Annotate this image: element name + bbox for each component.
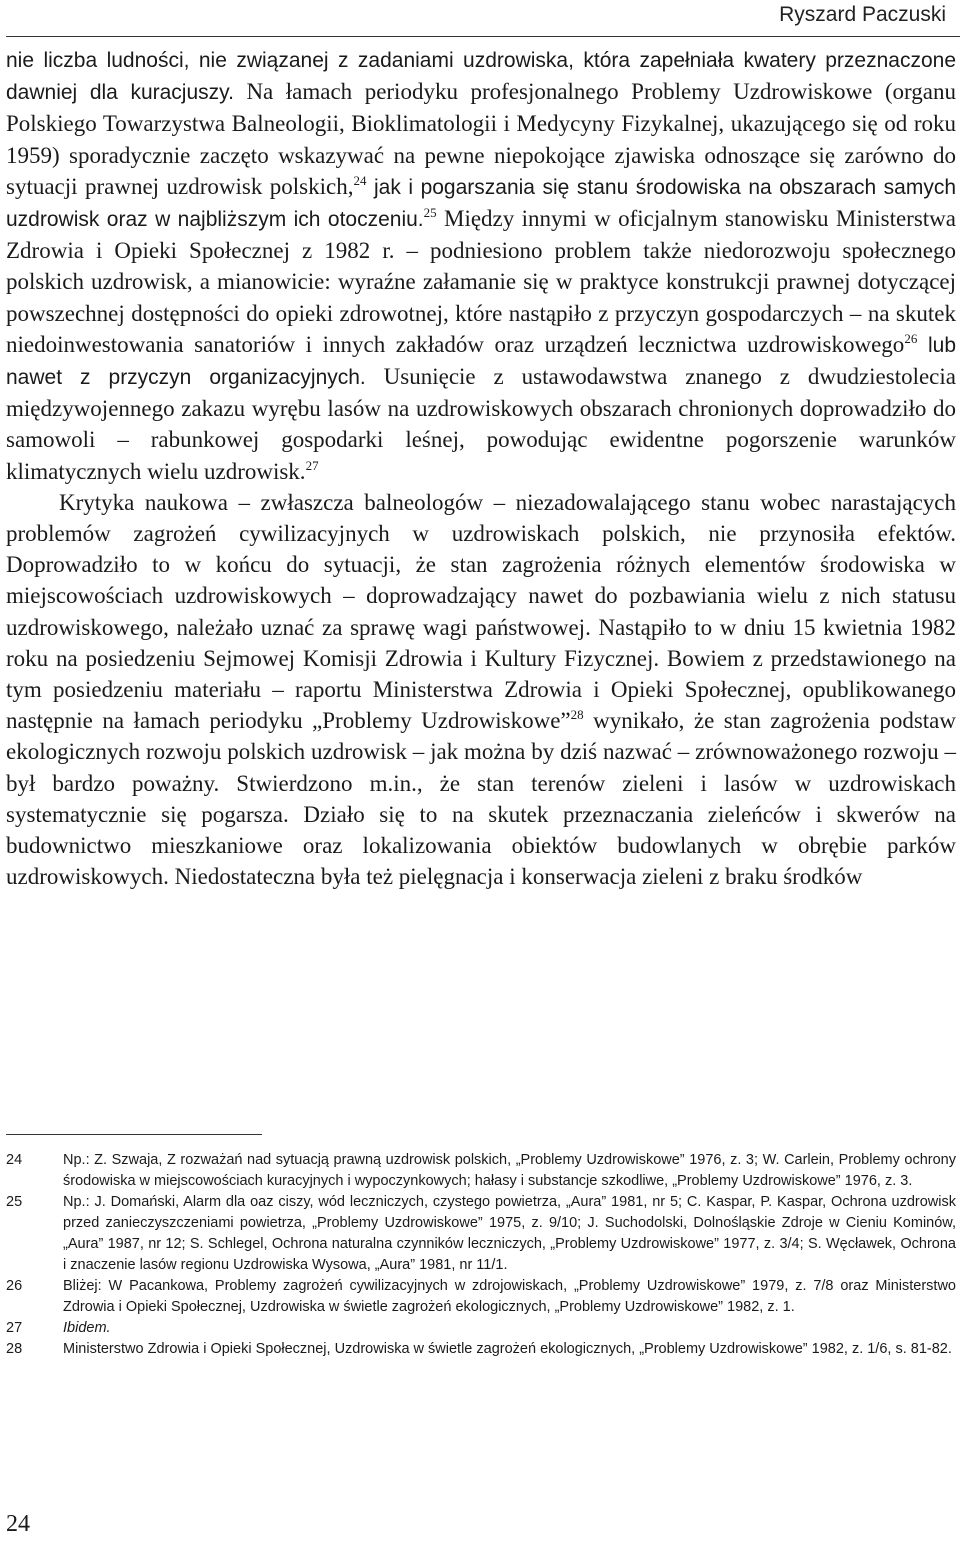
footnote-text: Ibidem. — [63, 1320, 111, 1336]
footnote-number: 24 — [6, 1152, 23, 1168]
paragraph-1 — [6, 44, 956, 487]
paragraph-1-sentence-3: jak i pogarszania się stanu środowiska na obszarach samych uzdrowisk oraz w najbliższym ich otoczeniu. — [6, 175, 957, 232]
page-number: 24 — [6, 1511, 30, 1537]
footnote-text: Np.: Z. Szwaja, Z rozważań nad sytuacją prawną uzdrowisk polskich, „Problemy Uzdrowiskowe” 1976, z. 3; W. Carlein, Problemy ochrony środowiska w miejscowościach kuracyjnych i wypoczynkowych; hałasy i substancje szkodliwe, „Problemy Uzdrowiskowe” 1976, z. 3. — [63, 1152, 956, 1189]
footnote-27 — [6, 1318, 956, 1339]
footnote-number: 28 — [6, 1341, 23, 1357]
header-rule — [6, 36, 960, 37]
footnote-separator — [6, 1134, 262, 1135]
footnote-ref-24[interactable]: 24 — [353, 172, 367, 188]
paragraph-1-sentence-2: Na łamach periodyku profesjonalnego Problemy Uzdrowiskowe (organu Polskiego Towarzystwa Balneologii, Bioklimatologii i Medycyny Fizykalnej, ukazującego się od roku 1959) sporadycznie zaczęto wskazywać na pewne niepokojące zjawiska odnoszące się zarówno do sytuacji prawnej uzdrowisk polskich, — [6, 79, 956, 199]
body-text — [6, 44, 956, 892]
paragraph-1-sentence-6: Usunięcie z ustawodawstwa znanego z dwudziestolecia międzywojennego zakazu wyrębu lasów na uzdrowiskowych obszarach chronionych doprowadziło do samowoli – rabunkowej gospodarki leśnej, powodując ewidentne pogorszenie warunków klimatycznych wielu uzdrowisk. — [6, 364, 956, 484]
paragraph-1-sentence-1: nie liczba ludności, nie związanej z zadaniami uzdrowiska, która zapełniała kwatery przeznaczone dawniej dla kuracjuszy. — [6, 49, 956, 105]
footnote-text: Ministerstwo Zdrowia i Opieki Społecznej, Uzdrowiska w świetle zagrożeń ekologicznych, „Problemy Uzdrowiskowe” 1982, z. 1/6, s. 81-82. — [63, 1341, 952, 1357]
footnote-number: 26 — [6, 1278, 23, 1294]
footnote-28 — [6, 1339, 956, 1360]
paragraph-2-sentence-1: Krytyka naukowa – zwłaszcza balneologów – niezadowalającego stanu wobec narastających problemów zagrożeń cywilizacyjnych w uzdrowiskach polskich, nie przynosiła efektów. Doprowadziło to w końcu do sytuacji, że stan zagrożenia różnych elementów środowiska w miejscowościach uzdrowiskowych – doprowadzający nawet do pozbawiania wielu z nich statusu uzdrowiskowego, należało uznać za sprawę wagi państwowej. Nastąpiło to w dniu 15 kwietnia 1982 roku na posiedzeniu Sejmowej Komisji Zdrowia i Kultury Fizycznej. Bowiem z przedstawionego na tym posiedzeniu materiału – raportu Ministerstwa Zdrowia i Opieki Społecznej, opublikowanego następnie na łamach periodyku „Problemy Uzdrowiskowe” — [6, 489, 956, 734]
footnote-25 — [6, 1192, 956, 1276]
footnote-text: Np.: J. Domański, Alarm dla oaz ciszy, wód leczniczych, czystego powietrza, „Aura” 1981, nr 5; C. Kaspar, P. Kaspar, Ochrona uzdrowisk przed zanieczyszczeniami powietrza, „Problemy Uzdrowiskowe” 1975, z. 9/10; J. Suchodolski, Dolnośląskie Zdroje w Cieniu Kominów, „Aura” 1987, nr 12; S. Schlegel, Ochrona naturalna czynników leczniczych, „Problemy Uzdrowiskowe” 1977, z. 3/4; S. Węcławek, Ochrona i znaczenie lasów regionu Uzdrowiska Wysowa, „Aura” 1981, nr 11/1. — [63, 1194, 956, 1273]
footnote-ref-25[interactable]: 25 — [423, 205, 437, 221]
footnote-ref-28[interactable]: 28 — [570, 707, 584, 723]
footnote-ref-27[interactable]: 27 — [305, 457, 319, 473]
footnote-number: 27 — [6, 1320, 23, 1336]
paragraph-1-sentence-5: lub nawet z przyczyn organizacyjnych. — [6, 333, 957, 390]
paragraph-1-sentence-4: Między innymi w oficjalnym stanowisku Ministerstwa Zdrowia i Opieki Społecznej z 1982 r. – podniesiono problem także niedorozwoju społecznego polskich uzdrowisk, a mianowicie: wyraźne załamanie się w praktyce konstrukcji prawnej dotyczącej powszechnej dostępności do opieki zdrowotnej, które nastąpiło z przyczyn gospodarczych – na skutek niedoinwestowania sanatoriów i innych zakładów oraz urządzeń lecznictwa uzdrowiskowego — [6, 206, 956, 357]
footnote-text: Bliżej: W Pacankowa, Problemy zagrożeń cywilizacyjnych w zdrojowiskach, „Problemy Uzdrowiskowe” 1979, z. 7/8 oraz Ministerstwo Zdrowia i Opieki Społecznej, Uzdrowiska w świetle zagrożeń ekologicznych, „Problemy Uzdrowiskowe” 1982, z. 1. — [63, 1278, 956, 1315]
footnote-number: 25 — [6, 1194, 23, 1210]
footnotes — [6, 1150, 956, 1360]
footnote-24 — [6, 1150, 956, 1192]
paragraph-2-sentence-2: wynikało, że stan zagrożenia podstaw ekologicznych rozwoju polskich uzdrowisk – jak można by dziś nazwać – zrównoważonego rozwoju – był bardzo poważny. Stwierdzono m.in., że stan terenów zieleni i lasów w uzdrowiskach systematycznie się pogarsza. Działo się to na skutek przeznaczania zieleńców i skwerów na budownictwo mieszkaniowe oraz lokalizowania obiektów budowlanych w obrębie parków uzdrowiskowych. Niedostateczna była też pielęgnacja i konserwacja zieleni z braku środków — [6, 708, 956, 890]
running-head-author: Ryszard Paczuski — [779, 3, 946, 26]
footnote-26 — [6, 1276, 956, 1318]
paragraph-2 — [6, 487, 956, 893]
footnote-ref-26[interactable]: 26 — [904, 330, 918, 346]
